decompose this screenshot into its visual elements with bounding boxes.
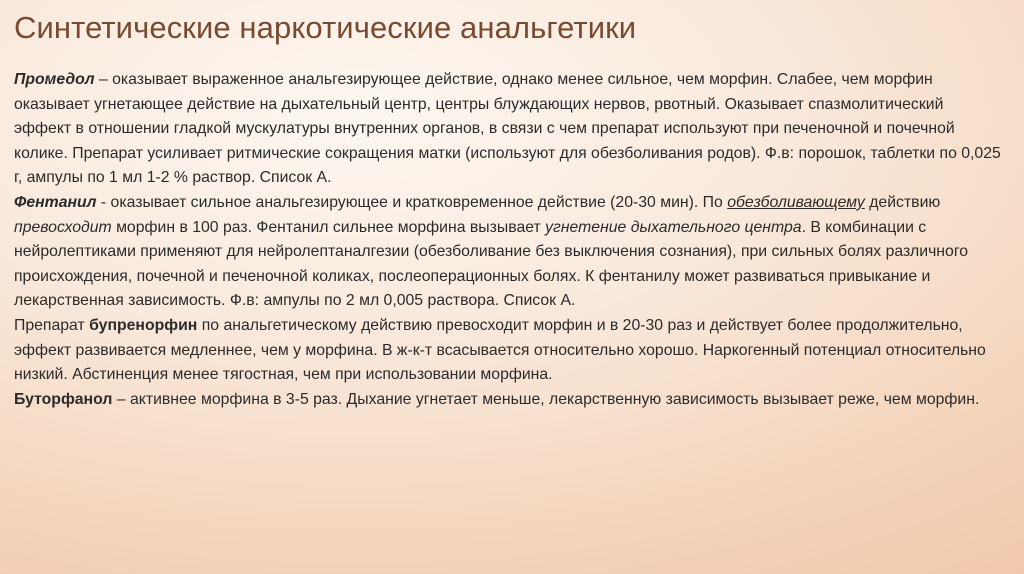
fentanyl-emphasis-analgesic: обезболивающему xyxy=(727,193,865,211)
fentanyl-emphasis-respiratory: угнетение дыхательного центра xyxy=(545,218,802,236)
slide-title: Синтетические наркотические анальгетики xyxy=(14,10,637,45)
buprenorphine-prefix: Препарат xyxy=(14,316,90,334)
drug-name-fentanyl: Фентанил xyxy=(14,193,97,211)
slide-body xyxy=(14,68,1004,412)
buprenorphine-text: по анальгетическому действию превосходит морфин и в 20-30 раз и действует более продолжительно, эффект развивается медленнее, чем у морфина. В ж-к-т всасывается относительно хорошо. Наркогенный потенциал относительно низкий. Абстиненция менее тягостная, чем при использовании морфина. xyxy=(14,316,986,384)
drug-name-butorphanol: Буторфанол xyxy=(14,390,113,408)
drug-name-promedol: Промедол xyxy=(14,71,95,88)
paragraph-butorphanol xyxy=(14,388,1004,413)
butorphanol-text: – активнее морфина в 3-5 раз. Дыхание угнетает меньше, лекарственную зависимость вызывает реже, чем морфин. xyxy=(112,390,980,408)
fentanyl-text-3: морфин в 100 раз. Фентанил сильнее морфина вызывает xyxy=(111,218,546,236)
fentanyl-text-1: - оказывает сильное анальгезирующее и кратковременное действие (20-30 мин). По xyxy=(96,193,728,211)
paragraph-buprenorphine xyxy=(14,314,1004,388)
paragraph-promedol xyxy=(14,68,1004,191)
fentanyl-text-4: . В комбинации с нейролептиками применяют для нейролептаналгезии (обезболивание без выключения сознания), при сильных болях различного происхождения, почечной и печеночной коликах, послеоперационных болях. К фентанилу может развиваться привыкание и лекарственная зависимость. Ф.в: ампулы по 2 мл 0,005 раствора. Список А. xyxy=(14,218,969,310)
paragraph-fentanyl xyxy=(14,191,1004,314)
fentanyl-text-2: действию xyxy=(864,193,941,211)
fentanyl-emphasis-exceeds: превосходит xyxy=(14,218,112,236)
promedol-text: – оказывает выраженное анальгезирующее действие, однако менее сильное, чем морфин. Слабее, чем морфин оказывает угнетающее действие на дыхательный центр, центры блуждающих нервов, рвотный. Оказывает спазмолитический эффект в отношении гладкой мускулатуры внутренних органов, в связи с чем препарат используют при печеночной и почечной колике. Препарат усиливает ритмические сокращения матки (используют для обезболивания родов). Ф.в: порошок, таблетки по 0,025 г, ампулы по 1 мл 1-2 % раствор. Список А. xyxy=(14,71,1001,187)
drug-name-buprenorphine: бупренорфин xyxy=(89,316,198,334)
